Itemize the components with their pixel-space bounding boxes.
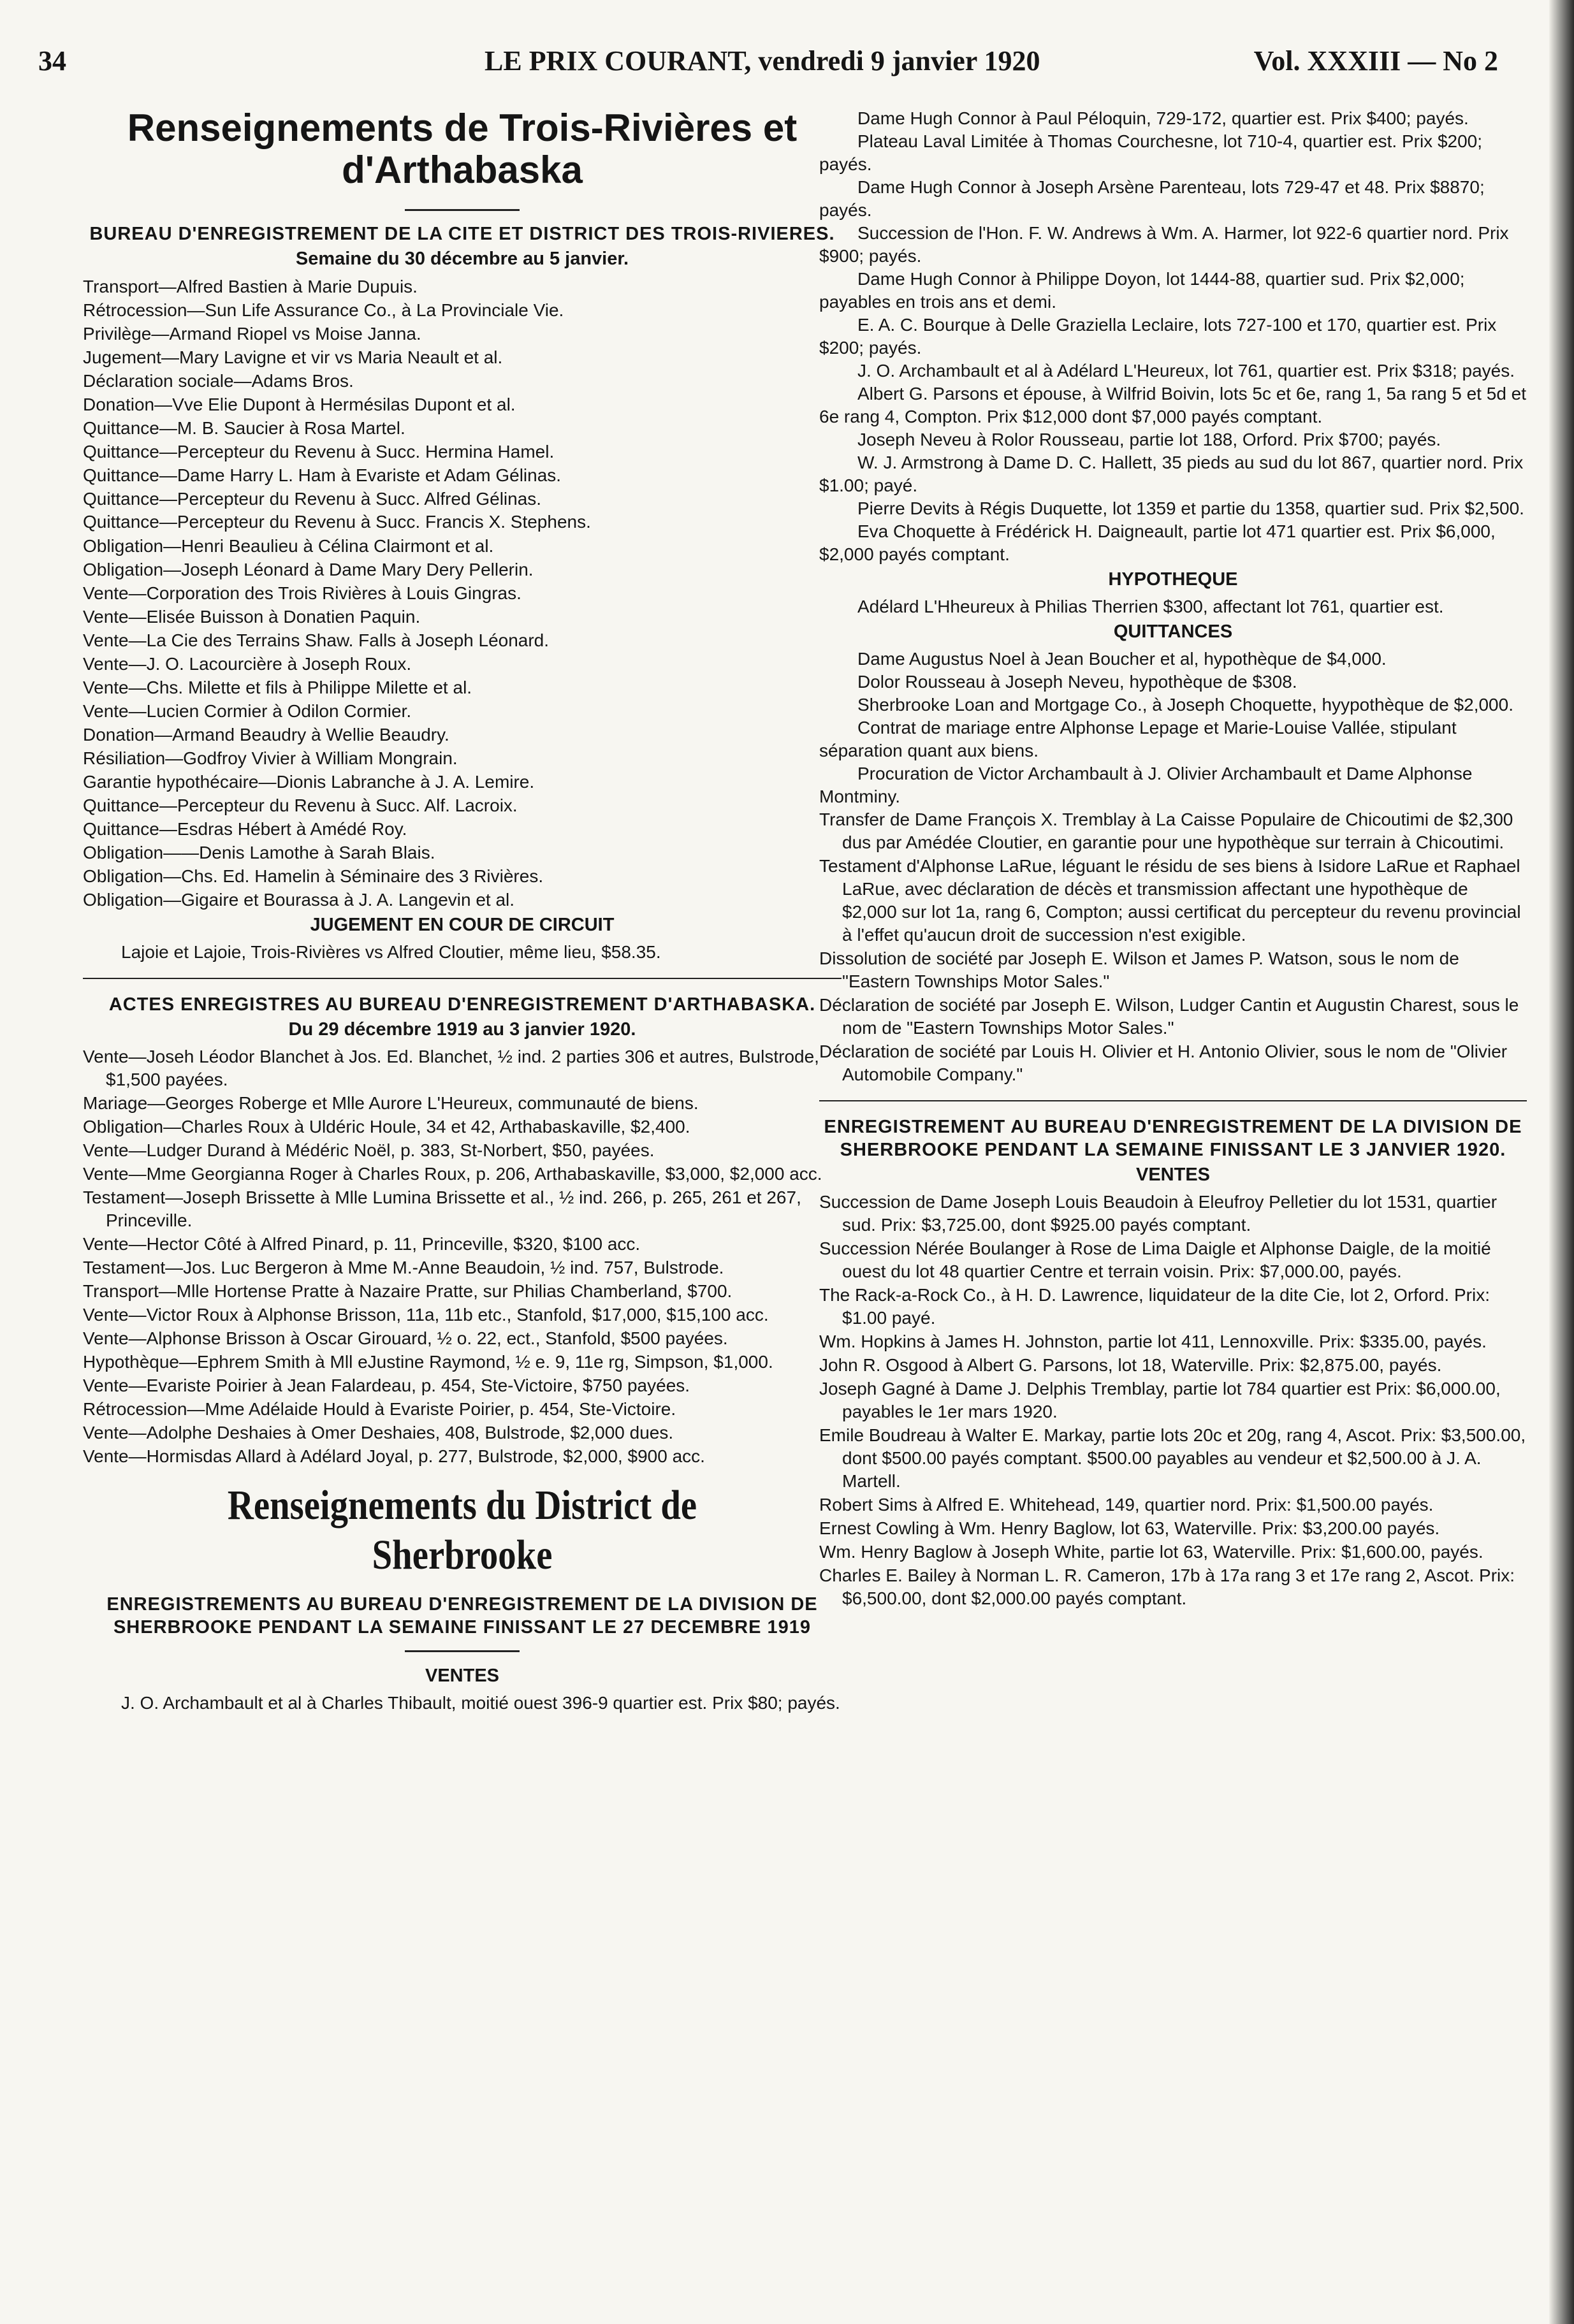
- section-divider: [819, 1100, 1527, 1101]
- list-item: Transfer de Dame François X. Tremblay à La Caisse Populaire de Chicoutimi de $2,300 dus par Amédée Cloutier, en garantie pour une hypothèque sur terrain à Chicoutimi.: [819, 810, 1513, 852]
- ventes-first-entry: J. O. Archambault et al à Charles Thibault, moitié ouest 396-9 quartier est. Prix $80; payés.: [121, 1693, 840, 1713]
- list-item: Vente—Victor Roux à Alphonse Brisson, 11a, 11b etc., Stanfold, $17,000, $15,100 acc.: [83, 1305, 769, 1325]
- list-item: Déclaration sociale—Adams Bros.: [83, 371, 354, 391]
- list-item: Quittance—Percepteur du Revenu à Succ. Alf. Lacroix.: [83, 795, 518, 815]
- list-item: Vente—J. O. Lacourcière à Joseph Roux.: [83, 654, 412, 674]
- list-item: Vente—Corporation des Trois Rivières à Louis Gingras.: [83, 583, 521, 603]
- newspaper-title: LE PRIX COURANT, vendredi 9 janvier 1920: [485, 45, 1040, 76]
- bureau-title: BUREAU D'ENREGISTREMENT DE LA CITE ET DISTRICT DES TROIS-RIVIERES.: [89, 224, 835, 244]
- list-item: Quittance—Esdras Hébert à Amédé Roy.: [83, 819, 407, 839]
- list-item: E. A. C. Bourque à Delle Graziella Leclaire, lots 727-100 et 170, quartier est. Prix $200; payés.: [819, 315, 1497, 358]
- list-item: Quittance—Percepteur du Revenu à Succ. Hermina Hamel.: [83, 442, 555, 461]
- list-item: Quittance—Percepteur du Revenu à Succ. Alfred Gélinas.: [83, 489, 542, 509]
- list-item: Garantie hypothécaire—Dionis Labranche à J. A. Lemire.: [83, 772, 535, 792]
- list-item: Testament—Joseph Brissette à Mlle Lumina Brissette et al., ½ ind. 266, p. 265, 261 et 267, Princeville.: [83, 1187, 801, 1230]
- trois-rivieres-list: [83, 275, 842, 911]
- list-item: Robert Sims à Alfred E. Whitehead, 149, quartier nord. Prix: $1,500.00 payés.: [819, 1495, 1434, 1514]
- list-item: Privilège—Armand Riopel vs Moise Janna.: [83, 324, 421, 344]
- list-item: Vente—Lucien Cormier à Odilon Cormier.: [83, 701, 412, 721]
- list-item: Dame Augustus Noel à Jean Boucher et al, hypothèque de $4,000.: [857, 649, 1387, 669]
- list-item: Eva Choquette à Frédérick H. Daigneault, partie lot 471 quartier est. Prix $6,000, $2,000 payés comptant.: [819, 521, 1496, 564]
- list-item: Obligation—Gigaire et Bourassa à J. A. Langevin et al.: [83, 890, 515, 910]
- list-item: Transport—Alfred Bastien à Marie Dupuis.: [83, 277, 418, 296]
- title-rule: [405, 209, 520, 211]
- enregistrement-title: ENREGISTREMENT AU BUREAU D'ENREGISTREMENT DE LA DIVISION DE SHERBROOKE PENDANT LA SEMAINE FINISSANT LE 3 JANVIER 1920.: [824, 1117, 1522, 1160]
- right-column: [819, 107, 1527, 2300]
- ventes-title: VENTES: [1135, 1165, 1211, 1185]
- list-item: Obligation—Joseph Léonard à Dame Mary Dery Pellerin.: [83, 560, 534, 579]
- list-item: Obligation—Chs. Ed. Hamelin à Séminaire des 3 Rivières.: [83, 866, 544, 886]
- subtitle-rule: [405, 1650, 520, 1652]
- list-item: Joseph Neveu à Rolor Rousseau, partie lot 188, Orford. Prix $700; payés.: [857, 430, 1441, 449]
- volume-number: Vol. XXXIII — No 2: [1253, 45, 1498, 76]
- list-item: Joseph Gagné à Dame J. Delphis Tremblay, partie lot 784 quartier est Prix: $6,000.00, payables le 1er mars 1920.: [819, 1379, 1501, 1421]
- list-item: Vente—Ludger Durand à Médéric Noël, p. 383, St-Norbert, $50, payées.: [83, 1140, 655, 1160]
- list-item: Résiliation—Godfroy Vivier à William Mongrain.: [83, 748, 458, 768]
- list-item: Vente—Mme Georgianna Roger à Charles Roux, p. 206, Arthabaskaville, $3,000, $2,000 acc.: [83, 1164, 822, 1184]
- list-item: Wm. Hopkins à James H. Johnston, partie lot 411, Lennoxville. Prix: $335.00, payés.: [819, 1332, 1487, 1351]
- arthabaska-list: [83, 1045, 842, 1468]
- page-number: 34: [38, 45, 66, 76]
- list-item: Obligation—Henri Beaulieu à Célina Clairmont et al.: [83, 536, 494, 556]
- list-item: Succession de l'Hon. F. W. Andrews à Wm. A. Harmer, lot 922-6 quartier nord. Prix $900; payés.: [819, 223, 1509, 266]
- list-item: Obligation—Charles Roux à Uldéric Houle, 34 et 42, Arthabaskaville, $2,400.: [83, 1117, 690, 1137]
- list-item: Déclaration de société par Joseph E. Wilson, Ludger Cantin et Augustin Charest, sous le nom de "Eastern Townships Motor Sales.": [819, 995, 1519, 1038]
- list-item: Donation—Armand Beaudry à Wellie Beaudry.: [83, 725, 449, 744]
- actes-title: ACTES ENREGISTRES AU BUREAU D'ENREGISTREMENT D'ARTHABASKA.: [108, 994, 816, 1015]
- left-column: [83, 107, 842, 2300]
- list-item: Vente—Evariste Poirier à Jean Falardeau, p. 454, Ste-Victoire, $750 payées.: [83, 1376, 690, 1395]
- list-item: Testament—Jos. Luc Bergeron à Mme M.-Anne Beaudoin, ½ ind. 757, Bulstrode.: [83, 1258, 724, 1277]
- jugement-text: Lajoie et Lajoie, Trois-Rivières vs Alfred Cloutier, même lieu, $58.35.: [121, 942, 661, 962]
- list-item: Déclaration de société par Louis H. Olivier et H. Antonio Olivier, sous le nom de "Olivier Automobile Company.": [819, 1042, 1508, 1084]
- hypotheque-title: HYPOTHEQUE: [1108, 569, 1238, 590]
- actes-dates: Du 29 décembre 1919 au 3 janvier 1920.: [288, 1019, 636, 1040]
- scan-edge-shadow: [1549, 0, 1574, 2324]
- list-item: J. O. Archambault et al à Adélard L'Heureux, lot 761, quartier est. Prix $318; payés.: [857, 361, 1515, 381]
- list-item: Vente—Chs. Milette et fils à Philippe Milette et al.: [83, 678, 472, 697]
- list-item: W. J. Armstrong à Dame D. C. Hallett, 35 pieds au sud du lot 867, quartier nord. Prix $1.00; payé.: [819, 453, 1524, 495]
- list-item: Sherbrooke Loan and Mortgage Co., à Joseph Choquette, hyypothèque de $2,000.: [857, 695, 1513, 715]
- list-item: Contrat de mariage entre Alphonse Lepage et Marie-Louise Vallée, stipulant séparation quant aux biens.: [819, 718, 1457, 760]
- sherbrooke-title: Renseignements du District de Sherbrooke: [227, 1482, 697, 1578]
- ventes-list: [819, 1191, 1527, 1610]
- list-item: Wm. Henry Baglow à Joseph White, partie lot 63, Waterville. Prix: $1,600.00, payés.: [819, 1542, 1483, 1562]
- list-item: Albert G. Parsons et épouse, à Wilfrid Boivin, lots 5c et 6e, rang 1, 5a rang 5 et 5d et 6e rang 4, Compton. Prix $12,000 dont $7,000 payés comptant.: [819, 384, 1527, 426]
- list-item: Mariage—Georges Roberge et Mlle Aurore L'Heureux, communauté de biens.: [83, 1093, 699, 1113]
- continued-list: [819, 107, 1527, 566]
- list-item: Plateau Laval Limitée à Thomas Courchesne, lot 710-4, quartier est. Prix $200; payés.: [819, 131, 1483, 174]
- main-title: Renseignements de Trois-Rivières et d'Arthabaska: [127, 107, 798, 191]
- list-item: Dame Hugh Connor à Joseph Arsène Parenteau, lots 729-47 et 48. Prix $8870; payés.: [819, 177, 1485, 220]
- list-item: Rétrocession—Mme Adélaide Hould à Evariste Poirier, p. 454, Ste-Victoire.: [83, 1399, 676, 1419]
- list-item: Vente—Elisée Buisson à Donatien Paquin.: [83, 607, 421, 627]
- list-item: Dissolution de société par Joseph E. Wilson et James P. Watson, sous le nom de "Eastern Townships Motor Sales.": [819, 948, 1459, 991]
- section-divider: [83, 978, 842, 979]
- hypotheque-text: Adélard L'Hheureux à Philias Therrien $300, affectant lot 761, quartier est.: [857, 597, 1444, 616]
- page-header: [38, 45, 1498, 83]
- list-item: Vente—La Cie des Terrains Shaw. Falls à Joseph Léonard.: [83, 630, 550, 650]
- list-item: Transport—Mlle Hortense Pratte à Nazaire Pratte, sur Philias Chamberland, $700.: [83, 1281, 732, 1301]
- jugement-title: JUGEMENT EN COUR DE CIRCUIT: [310, 915, 615, 935]
- sherbrooke-subtitle: ENREGISTREMENTS AU BUREAU D'ENREGISTREMENT DE LA DIVISION DE SHERBROOKE PENDANT LA SEMAINE FINISSANT LE 27 DECEMBRE 1919: [106, 1594, 818, 1638]
- list-item: Testament d'Alphonse LaRue, léguant le résidu de ses biens à Isidore LaRue et Raphael LaRue, avec déclaration de décès et transmission affectant une hypothèque de $2,000 sur lot 1a, rang 6, Compton; aussi certificat du percepteur du revenu provincial à l'effet qu'aucun droit de succession n'est exigible.: [819, 856, 1521, 945]
- list-item: Rétrocession—Sun Life Assurance Co., à La Provinciale Vie.: [83, 300, 564, 320]
- list-item: Emile Boudreau à Walter E. Markay, partie lots 20c et 20g, rang 4, Ascot. Prix: $3,500.00, dont $500.00 payés comptant. $500.00 payables au vendeur et $2,500.00 à J. A. Martell.: [819, 1425, 1526, 1491]
- list-item: Dame Hugh Connor à Philippe Doyon, lot 1444-88, quartier sud. Prix $2,000; payables en trois ans et demi.: [819, 269, 1465, 312]
- list-item: Pierre Devits à Régis Duquette, lot 1359 et partie du 1358, quartier sud. Prix $2,500.: [857, 498, 1524, 518]
- ventes-title: VENTES: [425, 1666, 500, 1686]
- quittances-list: [819, 648, 1527, 808]
- list-item: Obligation——Denis Lamothe à Sarah Blais.: [83, 843, 435, 862]
- quittances-title: QUITTANCES: [1113, 621, 1233, 642]
- list-item: Dolor Rousseau à Joseph Neveu, hypothèque de $308.: [857, 672, 1297, 692]
- list-item: Procuration de Victor Archambault à J. Olivier Archambault et Dame Alphonse Montminy.: [819, 764, 1473, 806]
- list-item: Quittance—M. B. Saucier à Rosa Martel.: [83, 418, 405, 438]
- list-item: Vente—Hector Côté à Alfred Pinard, p. 11, Princeville, $320, $100 acc.: [83, 1234, 641, 1254]
- list-item: Jugement—Mary Lavigne et vir vs Maria Neault et al.: [83, 347, 503, 367]
- list-item: Vente—Hormisdas Allard à Adélard Joyal, p. 277, Bulstrode, $2,000, $900 acc.: [83, 1446, 705, 1466]
- bureau-week: Semaine du 30 décembre au 5 janvier.: [295, 249, 629, 269]
- list-item: Vente—Joseh Léodor Blanchet à Jos. Ed. Blanchet, ½ ind. 2 parties 306 et autres, Bulstrode, $1,500 payées.: [83, 1047, 819, 1089]
- list-item: John R. Osgood à Albert G. Parsons, lot 18, Waterville. Prix: $2,875.00, payés.: [819, 1355, 1442, 1375]
- list-item: Ernest Cowling à Wm. Henry Baglow, lot 63, Waterville. Prix: $3,200.00 payés.: [819, 1518, 1440, 1538]
- list-item: Vente—Alphonse Brisson à Oscar Girouard, ½ o. 22, ect., Stanfold, $500 payées.: [83, 1328, 728, 1348]
- list-item: Charles E. Bailey à Norman L. R. Cameron, 17b à 17a rang 3 et 17e rang 2, Ascot. Prix: $6,500.00, dont $2,000.00 payés comptant.: [819, 1565, 1515, 1608]
- list-item: Hypothèque—Ephrem Smith à Mll eJustine Raymond, ½ e. 9, 11e rg, Simpson, $1,000.: [83, 1352, 773, 1372]
- list-item: Dame Hugh Connor à Paul Péloquin, 729-172, quartier est. Prix $400; payés.: [857, 108, 1469, 128]
- list-item: Succession Nérée Boulanger à Rose de Lima Daigle et Alphonse Daigle, de la moitié ouest du lot 48 quartier Centre et terrain voisin. Prix: $7,000.00, payés.: [819, 1238, 1491, 1281]
- list-item: Quittance—Percepteur du Revenu à Succ. Francis X. Stephens.: [83, 512, 591, 532]
- misc-list: [819, 808, 1527, 1086]
- list-item: Donation—Vve Elie Dupont à Hermésilas Dupont et al.: [83, 395, 516, 414]
- list-item: Succession de Dame Joseph Louis Beaudoin à Eleufroy Pelletier du lot 1531, quartier sud. Prix: $3,725.00, dont $925.00 payés comptant.: [819, 1192, 1497, 1235]
- list-item: Quittance—Dame Harry L. Ham à Evariste et Adam Gélinas.: [83, 465, 562, 485]
- list-item: Vente—Adolphe Deshaies à Omer Deshaies, 408, Bulstrode, $2,000 dues.: [83, 1423, 674, 1442]
- list-item: The Rack-a-Rock Co., à H. D. Lawrence, liquidateur de la dite Cie, lot 2, Orford. Prix: $1.00 payé.: [819, 1285, 1490, 1328]
